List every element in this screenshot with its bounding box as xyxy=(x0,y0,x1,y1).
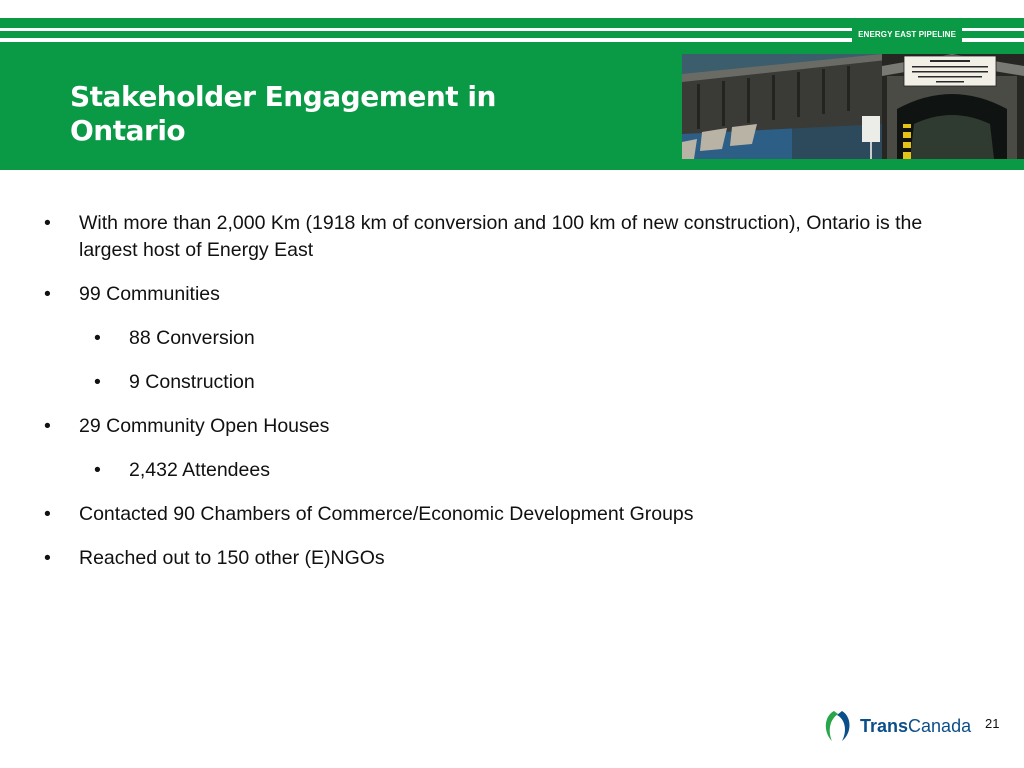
covered-bridge-illustration xyxy=(682,54,1024,159)
bullet-marker: • xyxy=(94,371,101,393)
bullet-marker: • xyxy=(94,327,101,349)
logo-text-trans: Trans xyxy=(860,716,909,736)
bullet-text: With more than 2,000 Km (1918 km of conversion and 100 km of new construction), Ontario is the largest host of Energy East xyxy=(79,212,923,261)
covered-bridge-photo xyxy=(682,54,1024,159)
transcanada-wordmark xyxy=(860,716,971,737)
bullet-item xyxy=(44,413,984,440)
bullet-marker: • xyxy=(94,459,101,481)
bullet-item xyxy=(44,210,984,264)
bullet-text: Contacted 90 Chambers of Commerce/Economic Development Groups xyxy=(79,503,694,525)
logo-text-canada: Canada xyxy=(908,716,972,736)
brand-label: ENERGY EAST PIPELINE xyxy=(852,27,962,43)
bullet-item xyxy=(44,281,984,308)
bullet-item xyxy=(44,545,984,572)
page-number: 21 xyxy=(985,716,1000,731)
slide-title xyxy=(70,80,670,148)
sub-bullet-item xyxy=(94,325,984,352)
bullet-text: 88 Conversion xyxy=(129,327,255,349)
bullet-text: 99 Communities xyxy=(79,283,220,305)
bullet-marker: • xyxy=(44,415,51,437)
slide-title-line-2: Ontario xyxy=(70,114,186,147)
bullet-list xyxy=(44,210,984,589)
bullet-text: 29 Community Open Houses xyxy=(79,415,330,437)
bullet-marker: • xyxy=(44,283,51,305)
bullet-marker: • xyxy=(44,547,51,569)
bullet-text: Reached out to 150 other (E)NGOs xyxy=(79,547,385,569)
slide-title-line-1: Stakeholder Engagement in xyxy=(70,80,496,113)
transcanada-swirl-icon xyxy=(820,708,856,744)
bullet-text: 2,432 Attendees xyxy=(129,459,270,481)
sub-bullet-item xyxy=(94,369,984,396)
bullet-item xyxy=(44,501,984,528)
sub-bullet-item xyxy=(94,457,984,484)
bullet-text: 9 Construction xyxy=(129,371,255,393)
bullet-marker: • xyxy=(44,503,51,525)
bullet-marker: • xyxy=(44,212,51,234)
